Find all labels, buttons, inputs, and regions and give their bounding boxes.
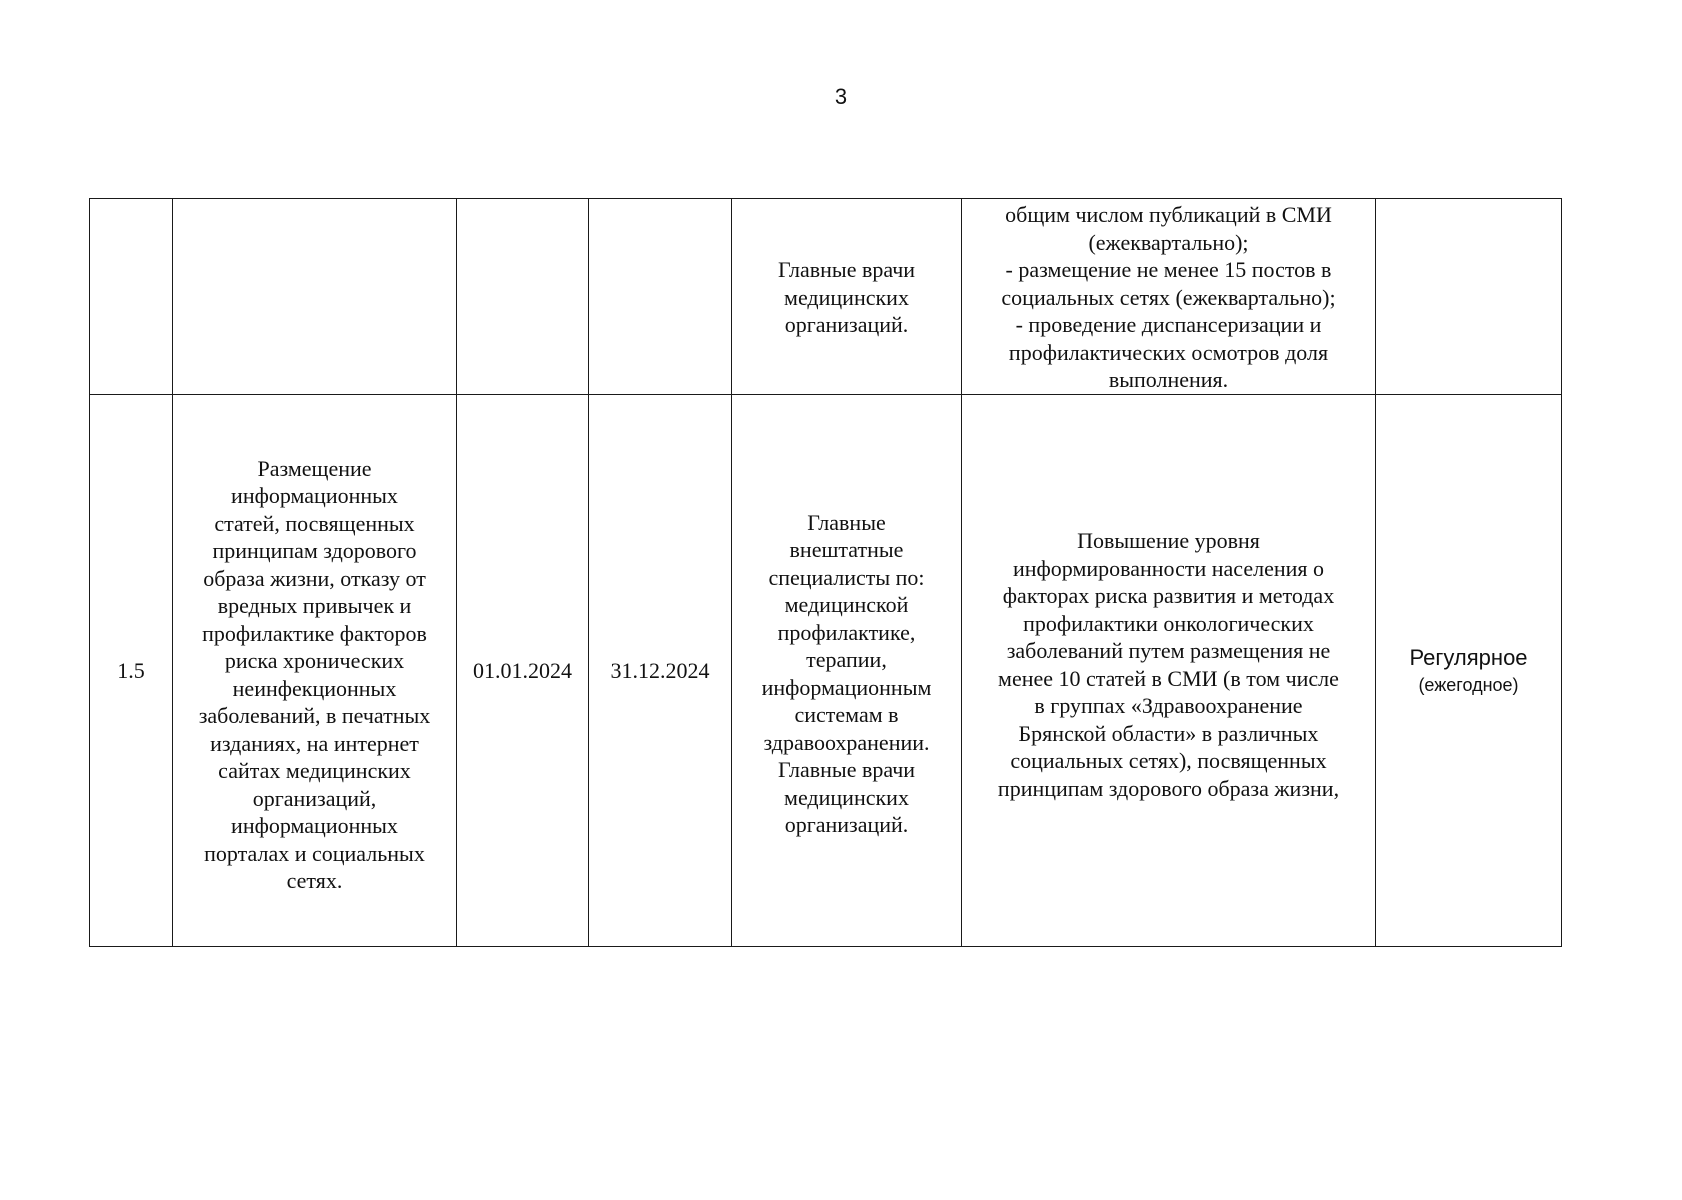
responsible-line: Главные <box>807 509 886 535</box>
activity-line: образа жизни, отказу от <box>203 565 426 591</box>
responsible-line: медицинских <box>784 284 909 310</box>
responsible-lines <box>736 256 957 339</box>
activity-line: неинфекционных <box>232 675 397 701</box>
result-line: - размещение не менее 15 постов в <box>1005 257 1332 282</box>
cell-frequency <box>1376 395 1562 947</box>
cell-frequency-empty <box>1376 199 1562 395</box>
table-row-1-5 <box>90 395 1562 947</box>
activity-line: профилактике факторов <box>202 620 427 646</box>
cell-result <box>962 395 1376 947</box>
activity-line: риска хронических <box>224 648 405 673</box>
result-line: (ежеквартально); <box>1088 229 1249 255</box>
activity-line: принципам здорового <box>212 538 417 563</box>
result-line: факторах риска развития и методах <box>1002 583 1335 608</box>
activity-line: организаций, <box>252 785 377 811</box>
responsible-line: здравоохранении. <box>763 729 930 755</box>
result-line: - проведение диспансеризации и <box>1015 312 1322 337</box>
result-line: принципам здорового образа жизни, <box>997 775 1340 801</box>
cell-end-date: 31.12.2024 <box>589 395 732 947</box>
activity-line: изданиях, на интернет <box>210 730 419 756</box>
responsible-line: терапии, <box>806 647 887 672</box>
responsible-line: системам в <box>794 702 899 727</box>
cell-responsible <box>732 395 962 947</box>
responsible-line: организаций. <box>784 312 909 337</box>
cell-start-date-empty <box>457 199 589 395</box>
responsible-line: внештатные <box>789 537 904 562</box>
cell-end-date-empty <box>589 199 732 395</box>
result-line: в группах «Здравоохранение <box>1034 693 1303 718</box>
activity-line: заболеваний, в печатных <box>198 703 431 728</box>
result-line: профилактики онкологических <box>1023 610 1314 636</box>
result-line: менее 10 статей в СМИ (в том числе <box>998 665 1339 691</box>
cell-activity <box>173 395 457 947</box>
responsible-line: Главные врачи <box>777 257 916 282</box>
result-line: информированности населения о <box>1012 555 1325 581</box>
result-line: социальных сетях), посвященных <box>1010 748 1327 773</box>
activity-line: сетях. <box>286 868 343 893</box>
activity-line: информационных <box>231 483 398 508</box>
cell-number: 1.5 <box>90 395 173 947</box>
responsible-line: медицинской <box>784 592 909 617</box>
activity-line: Размещение <box>257 455 372 481</box>
page-number: 3 <box>834 84 848 109</box>
frequency-label: Регулярное <box>1409 644 1528 670</box>
cell-start-date: 01.01.2024 <box>457 395 589 947</box>
result-line: Повышение уровня <box>1077 528 1260 553</box>
activity-line: порталах и социальных <box>204 840 425 866</box>
cell-number-empty <box>90 199 173 395</box>
responsible-line: организаций. <box>784 812 909 837</box>
result-line: выполнения. <box>1108 367 1229 392</box>
activity-line: статей, посвященных <box>214 510 415 536</box>
cell-activity-empty <box>173 199 457 395</box>
plan-table <box>89 198 1562 947</box>
result-line: общим числом публикаций в СМИ <box>1005 202 1332 227</box>
responsible-line: профилактике, <box>777 619 916 645</box>
result-line: социальных сетях (ежеквартально); <box>1001 284 1336 310</box>
responsible-line: информационным <box>761 674 932 700</box>
frequency-note: (ежегодное) <box>1418 674 1519 695</box>
cell-result <box>962 199 1376 395</box>
result-line: профилактических осмотров доля <box>1008 339 1329 365</box>
responsible-line: специалисты по: <box>768 564 925 590</box>
activity-line: информационных <box>231 813 398 838</box>
activity-lines <box>177 455 452 895</box>
activity-line: сайтах медицинских <box>218 758 411 783</box>
result-line: заболеваний путем размещения не <box>1006 638 1331 663</box>
responsible-line: Главные врачи <box>777 757 916 782</box>
activity-line: вредных привычек и <box>217 593 412 618</box>
result-lines <box>966 201 1371 394</box>
result-line: Брянской области» в различных <box>1018 720 1319 746</box>
result-lines <box>966 527 1371 802</box>
responsible-line: медицинских <box>784 784 909 810</box>
cell-responsible <box>732 199 962 395</box>
table-row-continuation <box>90 199 1562 395</box>
responsible-lines <box>736 509 957 839</box>
